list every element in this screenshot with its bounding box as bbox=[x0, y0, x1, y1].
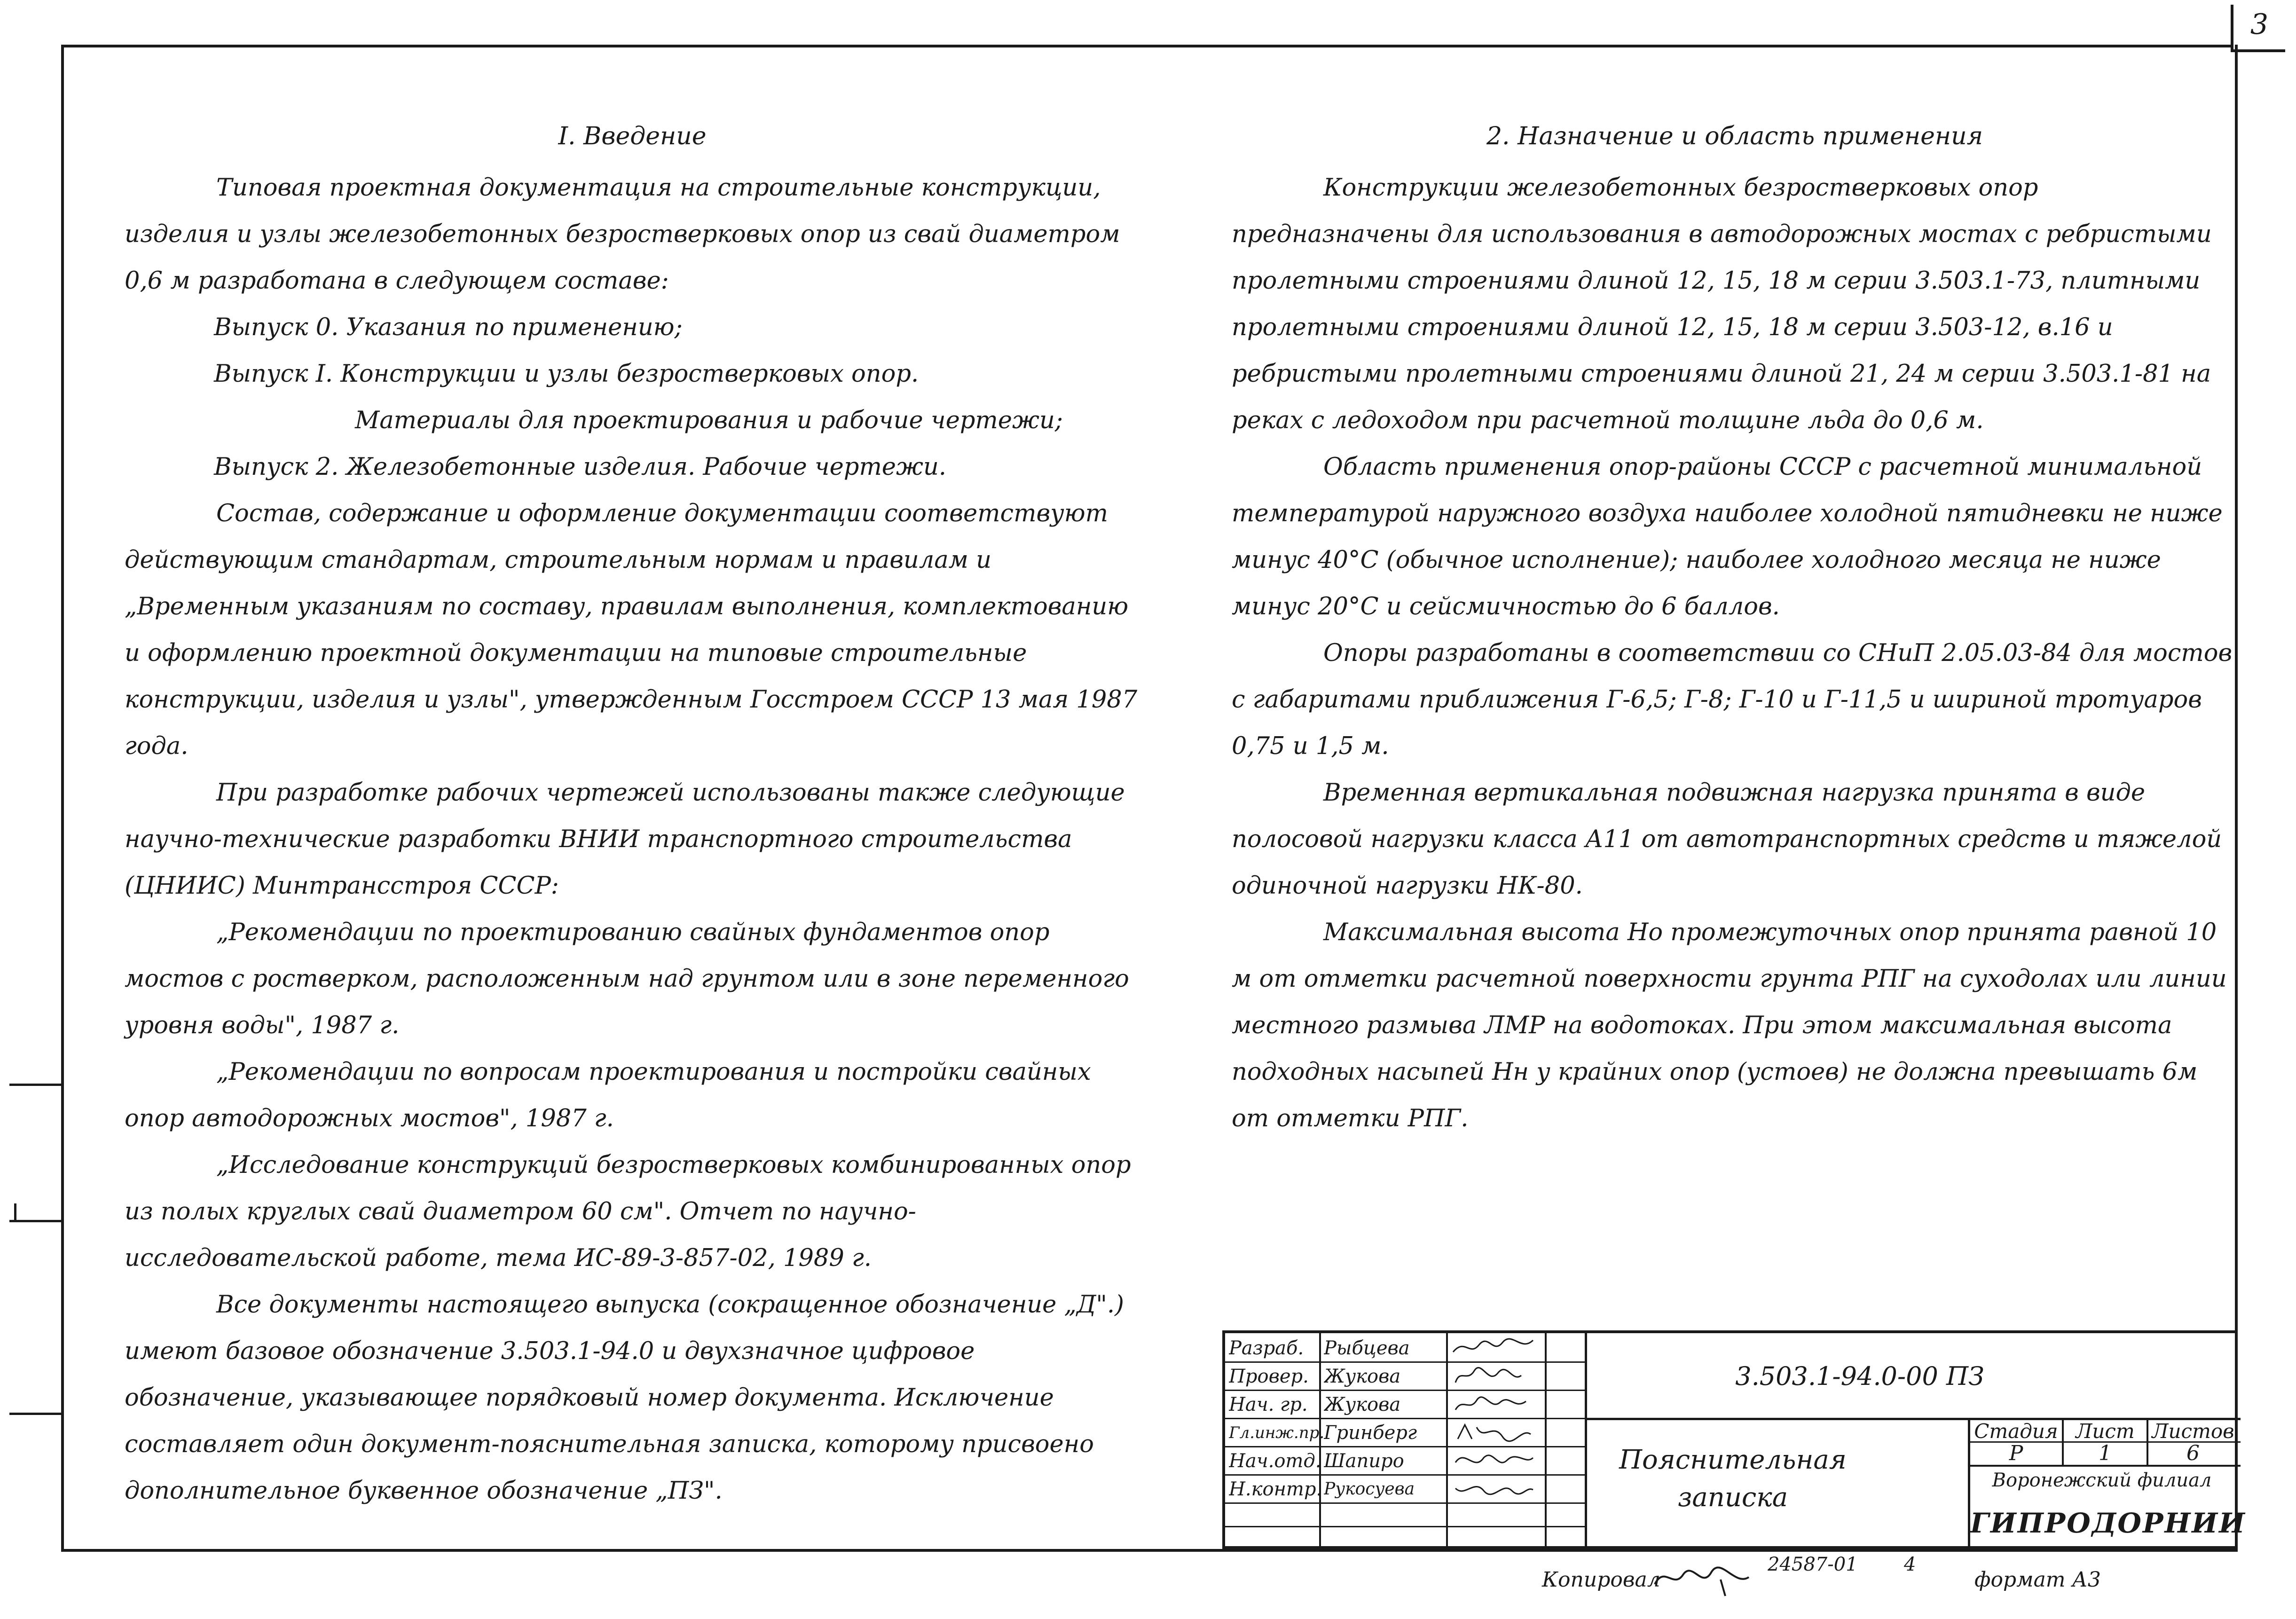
person-name: Жукова bbox=[1324, 1394, 1401, 1415]
frame-bottom bbox=[61, 1549, 2238, 1552]
person-name: Рыбцева bbox=[1324, 1337, 1410, 1359]
intro-paragraph: Все документы настоящего выпуска (сокращенное обозначение „Д".) имеют базовое обозначение 3.503.1-94.0 и двухзначное цифровое обозначение, указывающее порядковый номер документа. Исключение составляет один документ-пояснительная записка, которому присвоено дополнительное буквенное обозначение „ПЗ". bbox=[125, 1291, 1124, 1505]
signature bbox=[1451, 1364, 1535, 1387]
grid-line bbox=[1585, 1333, 1587, 1546]
purpose-paragraph: Опоры разработаны в соответствии со СНиП 2.05.03-84 для мостов с габаритами приближения Г-6,5; Г-8; Г-10 и Г-11,5 и шириной тротуаров 0,75 и 1,5 м. bbox=[1232, 639, 2233, 760]
sheet-header: Лист bbox=[2076, 1420, 2135, 1443]
margin-tick bbox=[9, 1220, 63, 1222]
signature bbox=[1451, 1420, 1535, 1444]
purpose-paragraph: Конструкции железобетонных безростверковых опор предназначены для использования в автодорожных мостах с ребристыми пролетными строениями длиной 12, 15, 18 м серии 3.503.1-73, плитными пролетными строениями длиной 12, 15, 18 м серии 3.503-12, в.16 и ребристыми пролетными строениями длиной 21, 24 м серии 3.503.1-81 на реках с ледоходом при расчетной толщине льда до 0,6 м. bbox=[1232, 174, 2212, 434]
role-label: Нач.отд. bbox=[1229, 1450, 1321, 1472]
purpose-paragraph: Область применения опор-районы СССР с расчетной минимальной температурой наружного воздуха наиболее холодной пятидневки не ниже минус 40°С (обычное исполнение); наиболее холодного месяца не ниже минус 20°С и сейсмичностью до 6 баллов. bbox=[1232, 453, 2223, 621]
list-item: Выпуск 0. Указания по применению; bbox=[214, 314, 683, 341]
role-label: Гл.инж.пр. bbox=[1229, 1423, 1325, 1442]
frame-top bbox=[61, 45, 2233, 47]
signature bbox=[1451, 1392, 1535, 1415]
stage-value: Р bbox=[2009, 1441, 2023, 1465]
organization-branch: Воронежский филиал bbox=[1992, 1470, 2212, 1491]
format-label: формат А3 bbox=[1974, 1568, 2101, 1592]
grid-line bbox=[1225, 1526, 1585, 1527]
intro-section bbox=[125, 113, 1140, 1514]
role-label: Нач. гр. bbox=[1229, 1394, 1308, 1415]
list-item: Выпуск I. Конструкции и узлы безростверковых опор. bbox=[214, 360, 919, 388]
sheets-value: 6 bbox=[2186, 1441, 2200, 1465]
organization-name: ГИПРОДОРНИИ bbox=[1970, 1507, 2246, 1539]
sheet-value: 1 bbox=[2099, 1441, 2112, 1465]
person-name: Рукосуева bbox=[1324, 1479, 1415, 1499]
signature bbox=[1451, 1448, 1535, 1472]
intro-paragraph: Состав, содержание и оформление документации соответствуют действующим стандартам, строительным нормам и правилам и „Временным указаниям по составу, правилам выполнения, комплектованию и оформлению проектной документации на типовые строительные конструкции, изделия и узлы", утвержденным Госстроем СССР 13 мая 1987 года. bbox=[125, 500, 1138, 760]
frame-left bbox=[61, 45, 64, 1551]
grid-line bbox=[1446, 1333, 1448, 1546]
document-code: 3.503.1-94.0-00 ПЗ bbox=[1735, 1361, 1984, 1391]
copier-signature bbox=[1650, 1561, 1753, 1598]
margin-tick bbox=[9, 1413, 63, 1415]
purpose-heading: 2. Назначение и область применения bbox=[1486, 122, 1983, 150]
title-block bbox=[1222, 1330, 2246, 1549]
inventory-number: 24587-01 bbox=[1768, 1554, 1858, 1575]
grid-line bbox=[1545, 1333, 1547, 1546]
intro-heading: I. Введение bbox=[558, 122, 707, 150]
person-name: Жукова bbox=[1324, 1366, 1401, 1387]
sheets-header: Листов bbox=[2152, 1420, 2234, 1443]
purpose-paragraph: Временная вертикальная подвижная нагрузка принята в виде полосовой нагрузки класса А11 от автотранспортных средств и тяжелой одиночной нагрузки НК-80. bbox=[1232, 779, 2222, 900]
stage-header: Стадия bbox=[1974, 1420, 2058, 1443]
list-item: Материалы для проектирования и рабочие чертежи; bbox=[355, 407, 1063, 434]
reference-paragraph: „Исследование конструкций безростверковых комбинированных опор из полых круглых свай диаметром 60 см". Отчет по научно-исследовательской работе, тема ИС-89-3-857-02, 1989 г. bbox=[125, 1151, 1131, 1272]
intro-paragraph: Типовая проектная документация на строительные конструкции, изделия и узлы железобетонных безростверковых опор из свай диаметром 0,6 м разработана в следующем составе: bbox=[125, 174, 1120, 295]
reference-paragraph: „Рекомендации по вопросам проектирования и постройки свайных опор автодорожных мостов", 1987 г. bbox=[125, 1058, 1091, 1132]
role-label: Разраб. bbox=[1229, 1337, 1304, 1359]
role-label: Провер. bbox=[1229, 1366, 1309, 1387]
person-name: Гринберг bbox=[1324, 1422, 1417, 1444]
reference-paragraph: „Рекомендации по проектированию свайных фундаментов опор мостов с ростверком, расположенным над грунтом или в зоне переменного уровня воды", 1987 г. bbox=[125, 919, 1129, 1039]
purpose-paragraph: Максимальная высота Но промежуточных опор принята равной 10 м от отметки расчетной поверхности грунта РПГ на суходолах или линии местного размыва ЛМР на водотоках. При этом максимальная высота подходных насыпей Нн у крайних опор (устоев) не должна превышать 6м от отметки РПГ. bbox=[1232, 919, 2227, 1132]
document-title: Пояснительная записка bbox=[1619, 1445, 1847, 1513]
list-item: Выпуск 2. Железобетонные изделия. Рабочие чертежи. bbox=[214, 453, 947, 481]
sheet-number: 3 bbox=[2231, 5, 2285, 52]
margin-tick bbox=[9, 1084, 63, 1086]
signature bbox=[1451, 1336, 1535, 1359]
role-label: Н.контр. bbox=[1229, 1478, 1322, 1500]
signature bbox=[1451, 1477, 1535, 1500]
page-number: 4 bbox=[1904, 1554, 1916, 1575]
purpose-section bbox=[1232, 113, 2238, 1142]
intro-paragraph: При разработке рабочих чертежей использованы также следующие научно-технические разработки ВНИИ транспортного строительства (ЦНИИС) Минтрансстроя СССР: bbox=[125, 779, 1125, 900]
margin-tick bbox=[14, 1203, 16, 1222]
person-name: Шапиро bbox=[1324, 1450, 1404, 1472]
copied-by-label: Копировал bbox=[1542, 1568, 1660, 1592]
